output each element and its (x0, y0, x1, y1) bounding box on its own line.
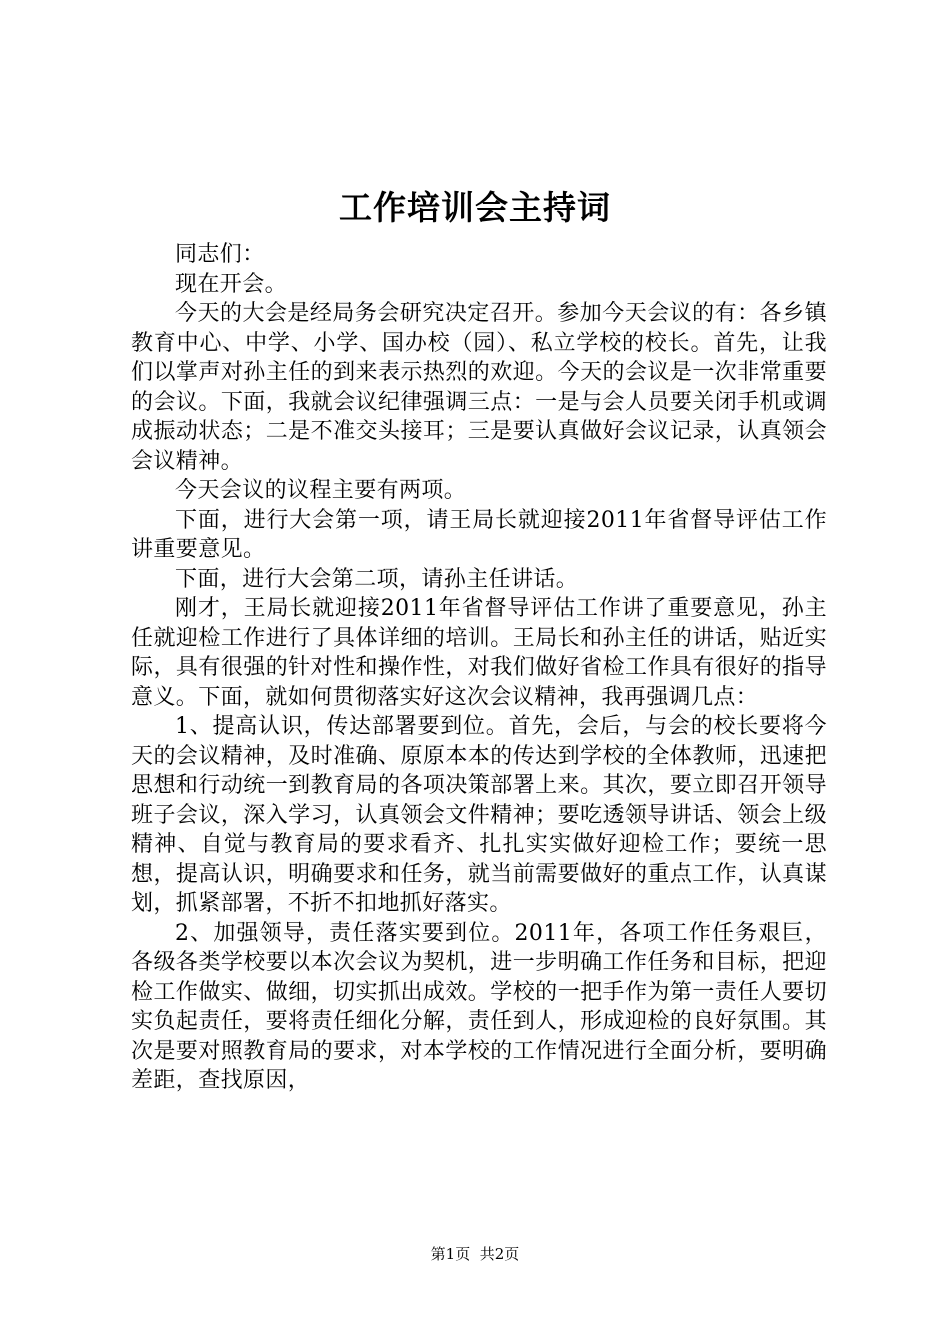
paragraph-opening: 现在开会。 (175, 271, 288, 297)
document-title: 工作培训会主持词 (339, 188, 611, 227)
paragraph-point-one: 1、提高认识，传达部署要到位。首先，会后，与会的校长要将今天的会议精神，及时准确、原原本本的传达到学校的全体教师，迅速把思想和行动统一到教育局的各项决策部署上来。其次，要立即召开领导班子会议，深入学习，认真领会文件精神；要吃透领导讲话、领会上级精神、自觉与教育局的要求看齐、扎扎实实做好迎检工作；要统一思想，提高认识，明确要求和任务，就当前需要做好的重点工作，认真谋划，抓紧部署，不折不扣地抓好落实。 (131, 714, 827, 916)
page-footer (0, 1244, 950, 1264)
paragraph-point-two: 2、加强领导，责任落实要到位。2011年，各项工作任务艰巨，各级各类学校要以本次会议为契机，进一步明确工作任务和目标，把迎检工作做实、做细，切实抓出成效。学校的一把手作为第一责任人要切实负起责任，要将责任细化分解，责任到人，形成迎检的良好氛围。其次是要对照教育局的要求，对本学校的工作情况进行全面分析，要明确差距，查找原因， (131, 920, 827, 1093)
page-total: 共2页 (479, 1245, 520, 1263)
paragraph-greeting: 同志们： (175, 242, 265, 267)
paragraph-introduction: 今天的大会是经局务会研究决定召开。参加今天会议的有：各乡镇教育中心、中学、小学、国办校（园）、私立学校的校长。首先，让我们以掌声对孙主任的到来表示热烈的欢迎。今天的会议是一次非常重要的会议。下面，我就会议纪律强调三点：一是与会人员要关闭手机或调成振动状态；二是不准交头接耳；三是要认真做好会议记录，认真领会会议精神。 (131, 301, 827, 474)
document-body (131, 240, 827, 1096)
paragraph-summary: 刚才，王局长就迎接2011年省督导评估工作讲了重要意见，孙主任就迎检工作进行了具体详细的培训。王局长和孙主任的讲话，贴近实际，具有很强的针对性和操作性，对我们做好省检工作具有很好的指导意义。下面，就如何贯彻落实好这次会议精神，我再强调几点： (131, 596, 827, 710)
paragraph-agenda: 今天会议的议程主要有两项。 (175, 478, 467, 503)
page-number: 第1页 (430, 1245, 471, 1263)
paragraph-item-one: 下面，进行大会第一项，请王局长就迎接2011年省督导评估工作讲重要意见。 (131, 507, 827, 562)
footer-separator (470, 1245, 480, 1263)
paragraph-item-two: 下面，进行大会第二项，请孙主任讲话。 (175, 566, 579, 592)
